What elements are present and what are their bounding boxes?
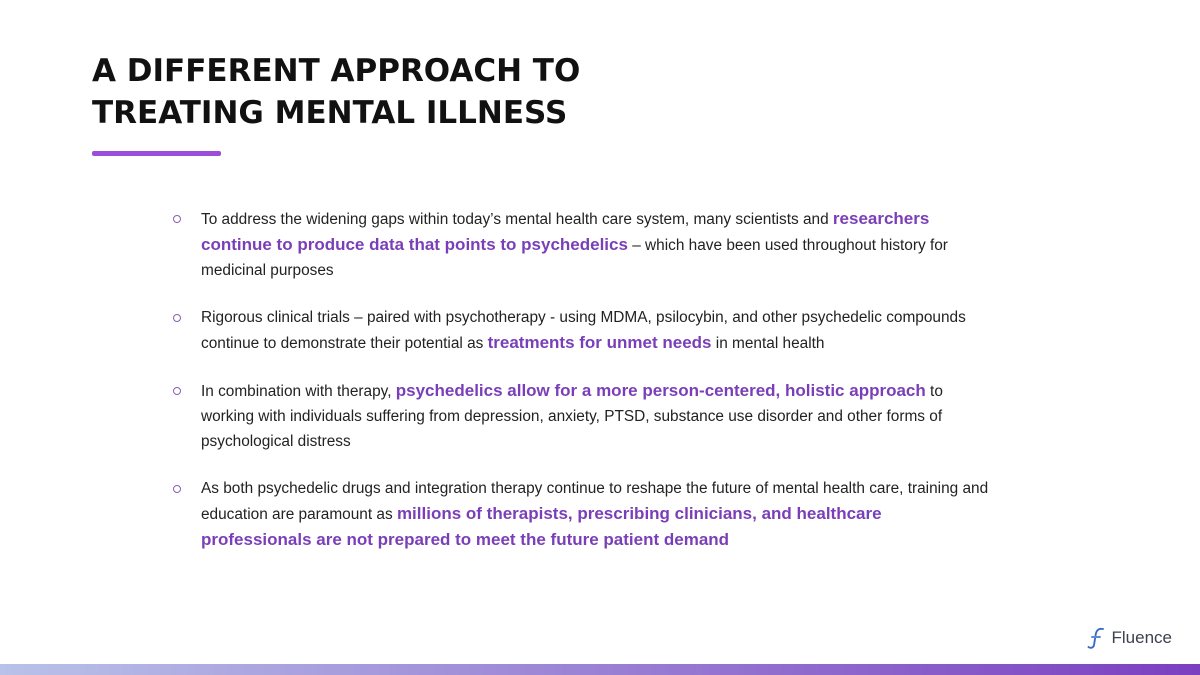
highlighted-text: psychedelics allow for a more person-centered, holistic approach [395, 381, 926, 400]
highlighted-text: treatments for unmet needs [487, 333, 712, 352]
slide-title [92, 50, 580, 134]
bottom-gradient-bar [0, 664, 1200, 675]
body-text: To address the widening gaps within today’s mental health care system, many scientists and [201, 211, 833, 228]
body-text: As both psychedelic drugs and integration therapy continue to reshape the future of mental health care, training and education are paramount as [201, 480, 989, 523]
bullet-item [172, 476, 992, 553]
bullet-item [172, 206, 992, 283]
body-text: to working with individuals suffering from depression, anxiety, PTSD, substance use disorder and other forms of psychological distress [201, 383, 943, 450]
fluence-logo [1086, 626, 1172, 650]
highlighted-text: researchers continue to produce data that points to psychedelics [201, 209, 930, 254]
bullet-item [172, 305, 992, 356]
body-text: Rigorous clinical trials – paired with psychotherapy - using MDMA, psilocybin, and other psychedelic compounds continue to demonstrate their potential as [201, 309, 966, 352]
bullet-circle-icon [173, 485, 181, 493]
bullet-circle-icon [173, 215, 181, 223]
fluence-f-icon [1086, 626, 1108, 650]
body-text: – which have been used throughout history for medicinal purposes [201, 237, 948, 279]
bullet-item [172, 378, 992, 454]
highlighted-text: millions of therapists, prescribing clinicians, and healthcare professionals are not prepared to meet the future patient demand [201, 504, 882, 549]
slide-title-line-1: A DIFFERENT APPROACH TO [92, 53, 581, 89]
title-underline [92, 151, 221, 156]
slide-title-line-2: TREATING MENTAL ILLNESS [92, 95, 568, 131]
bullet-list [172, 206, 992, 553]
body-text: in mental health [711, 335, 825, 352]
body-text: In combination with therapy, [201, 383, 396, 400]
bullet-circle-icon [173, 314, 181, 322]
bullet-circle-icon [173, 387, 181, 395]
logo-text: Fluence [1111, 628, 1172, 647]
